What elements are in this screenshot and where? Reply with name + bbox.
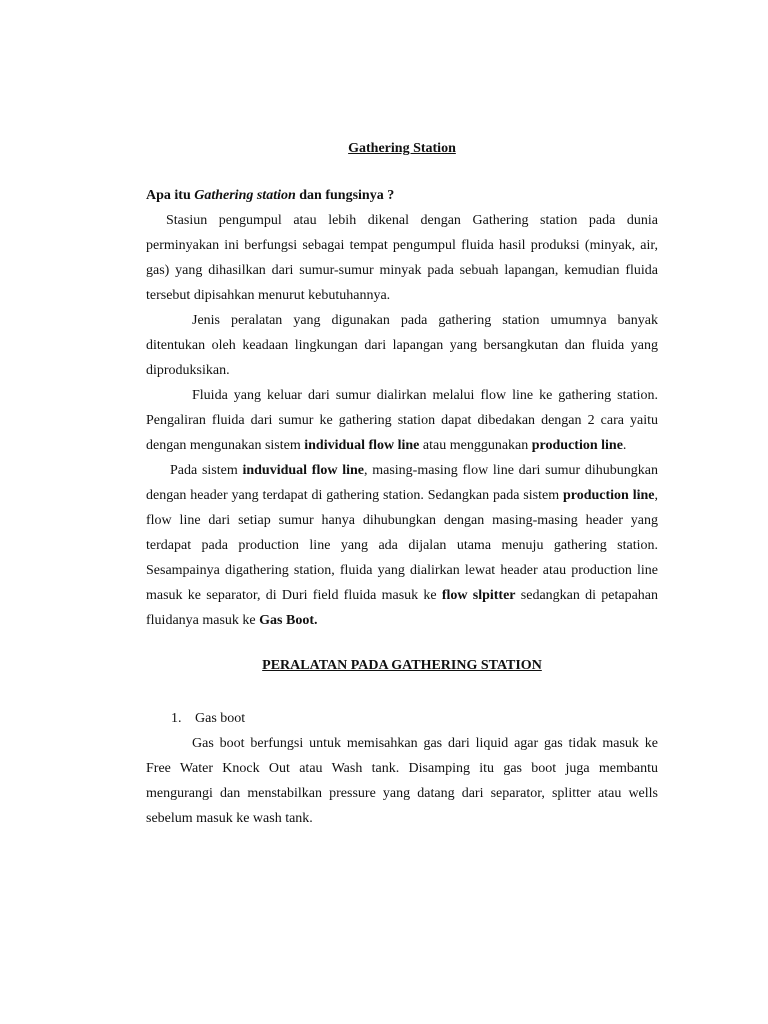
text-run: atau menggunakan (419, 438, 532, 453)
list-description: Gas boot berfungsi untuk memisahkan gas dari liquid agar gas tidak masuk ke Free Water Knock Out atau Wash tank. Disamping itu gas boot juga membantu mengurangi dan menstabilkan pressure yang datang dari separator, splitter atau wells sebelum masuk ke wash tank. (146, 736, 658, 826)
list-number: 1. (171, 711, 182, 726)
bold-term: individual flow line (304, 438, 420, 453)
equipment-list (146, 706, 658, 831)
question-emphasis: Gathering station (194, 188, 296, 203)
bold-term: flow slpitter (441, 588, 516, 603)
text-run: Fluida yang keluar dari sumur dialirkan melalui flow line ke gathering station. Pengaliran fluida dari sumur ke gathering station dapat dibedakan dengan 2 cara yaitu dengan mengunakan sistem (146, 388, 658, 453)
question-heading (146, 183, 658, 208)
question-prefix: Apa itu (146, 188, 195, 203)
document-content (146, 136, 658, 831)
list-label: Gas boot (195, 711, 246, 726)
paragraph-intro: Stasiun pengumpul atau lebih dikenal dengan Gathering station pada dunia perminyakan ini berfungsi sebagai tempat pengumpul fluida hasil produksi (minyak, air, gas) yang dihasilkan dari sumur-sumur minyak pada sebuah lapangan, kemudian fluida tersebut dipisahkan menurut kebutuhannya. (146, 213, 658, 303)
text-run: , masing-masing flow line dari sumur dihubungkan dengan header yang terdapat di gathering station. Sedangkan pada sistem (146, 463, 658, 503)
paragraph-equipment: Jenis peralatan yang digunakan pada gathering station umumnya banyak ditentukan oleh keadaan lingkungan dari lapangan yang bersangkutan dan fluida yang diproduksikan. (146, 313, 658, 378)
paragraph-systems (146, 458, 658, 633)
list-item (146, 706, 658, 731)
question-suffix: dan fungsinya ? (295, 188, 395, 203)
bold-term: induvidual flow line (242, 463, 364, 478)
text-run: , flow line dari setiap sumur hanya dihubungkan dengan masing-masing header yang terdapat pada production line yang ada dijalan utama menuju gathering station. Sesampainya digathering station, fluida yang dialirkan lewat header atau production line masuk ke separator, di Duri field fluida masuk ke (146, 488, 658, 603)
text-run: Pada sistem (170, 463, 243, 478)
text-run: sedangkan di petapahan fluidanya masuk ke (146, 588, 658, 628)
text-run: . (622, 438, 627, 453)
bold-term: Gas Boot. (259, 613, 318, 628)
section-heading: PERALATAN PADA GATHERING STATION (262, 658, 542, 673)
paragraph-flow (146, 383, 658, 458)
bold-term: production line (562, 488, 655, 503)
document-title: Gathering Station (348, 141, 456, 156)
bold-term: production line (531, 438, 623, 453)
